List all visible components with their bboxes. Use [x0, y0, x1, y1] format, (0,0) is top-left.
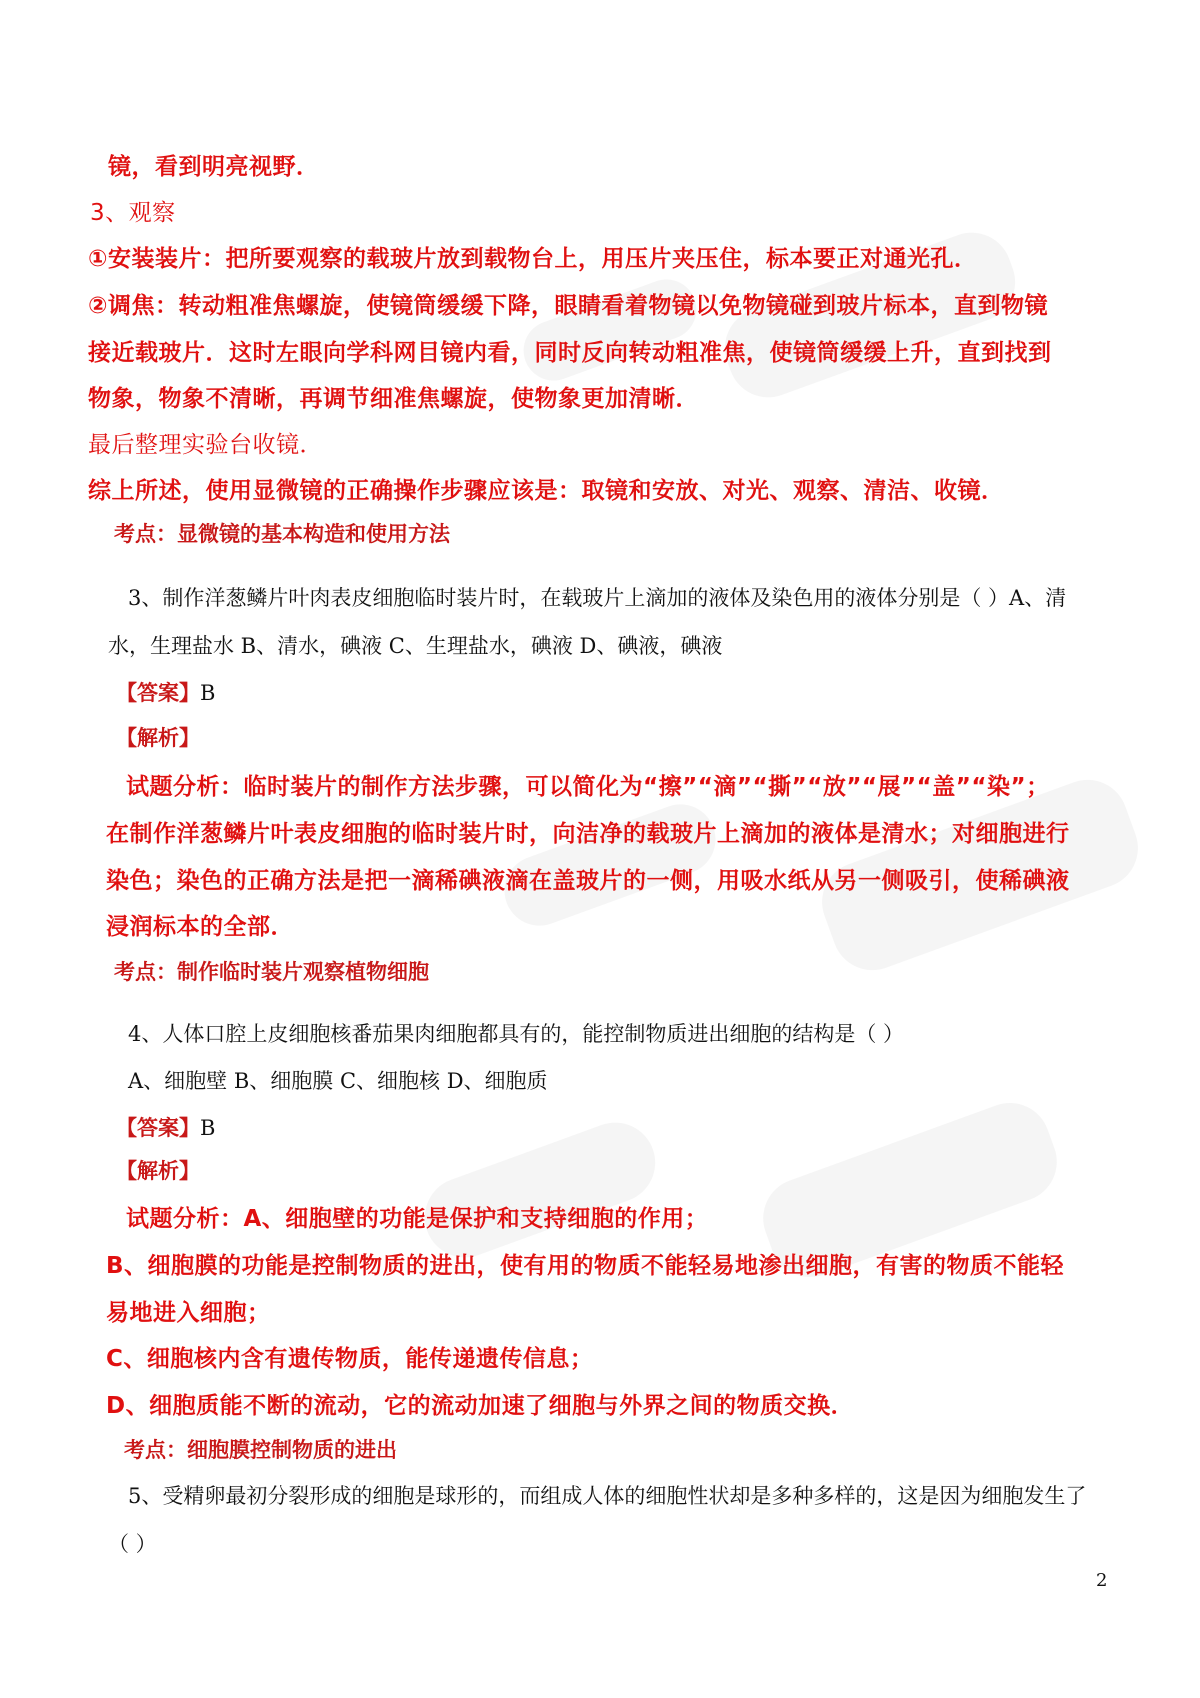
question-stem: （ ）: [108, 1532, 157, 1556]
page-number: 2: [1096, 1570, 1108, 1591]
question-options: A、细胞壁 B、细胞膜 C、细胞核 D、细胞质: [128, 1069, 548, 1093]
paragraph-line: 物象，物象不清晰，再调节细准焦螺旋，使物象更加清晰．: [88, 386, 699, 412]
paragraph-line: 镜，看到明亮视野．: [108, 154, 320, 180]
question-stem: 4、人体口腔上皮细胞核番茄果肉细胞都具有的，能控制物质进出细胞的结构是（ ）: [128, 1022, 905, 1046]
watermark: [414, 1111, 667, 1268]
paragraph-line: ②调焦：转动粗准焦螺旋，使镜筒缓缓下降，眼睛看着物镜以免物镜碰到玻片标本，直到物镜: [88, 293, 1048, 319]
analysis-line: 易地进入细胞；: [106, 1300, 271, 1326]
analysis-line: C、细胞核内含有遗传物质，能传递遗传信息；: [106, 1346, 594, 1372]
analysis-line: 浸润标本的全部．: [106, 914, 294, 940]
answer-tag: 【答案】: [116, 681, 200, 705]
analysis-line: D、细胞质能不断的流动，它的流动加速了细胞与外界之间的物质交换．: [106, 1393, 855, 1419]
analysis-tag: 【解析】: [116, 726, 200, 750]
paragraph-line: ①安装装片：把所要观察的载玻片放到载物台上，用压片夹压住，标本要正对通光孔．: [88, 246, 978, 272]
paragraph-line: 综上所述，使用显微镜的正确操作步骤应该是：取镜和安放、对光、观察、清洁、收镜．: [88, 478, 1005, 504]
step-title: 3、观察: [90, 200, 176, 226]
answer-row: [116, 1112, 215, 1142]
question-stem: 水，生理盐水 B、清水，碘液 C、生理盐水，碘液 D、碘液，碘液: [108, 634, 723, 658]
analysis-line: 试题分析：临时装片的制作方法步骤，可以简化为“擦”“滴”“撕”“放”“展”“盖”“染”；: [126, 774, 1050, 800]
answer-tag: 【答案】: [116, 1116, 200, 1140]
kaodian-label: 考点：显微镜的基本构造和使用方法: [114, 522, 450, 546]
question-stem: 3、制作洋葱鳞片叶肉表皮细胞临时装片时，在载玻片上滴加的液体及染色用的液体分别是（ ）A、清: [128, 586, 1067, 610]
kaodian-label: 考点：制作临时装片观察植物细胞: [114, 960, 429, 984]
analysis-line: 染色；染色的正确方法是把一滴稀碘液滴在盖玻片的一侧，用吸水纸从另一侧吸引，使稀碘液: [106, 868, 1070, 894]
analysis-line: 试题分析：A、细胞壁的功能是保护和支持细胞的作用；: [126, 1206, 709, 1232]
paragraph-line: 最后整理实验台收镜．: [88, 432, 323, 458]
analysis-line: B、细胞膜的功能是控制物质的进出，使有用的物质不能轻易地渗出细胞，有害的物质不能轻: [106, 1253, 1065, 1279]
answer-value: B: [200, 681, 216, 705]
answer-row: [116, 677, 215, 707]
analysis-line: 在制作洋葱鳞片叶表皮细胞的临时装片时，向洁净的载玻片上滴加的液体是清水；对细胞进行: [106, 821, 1070, 847]
question-stem: 5、受精卵最初分裂形成的细胞是球形的，而组成人体的细胞性状却是多种多样的，这是因为细胞发生了: [128, 1484, 1087, 1508]
paragraph-line: 接近载玻片．这时左眼向学科网目镜内看，同时反向转动粗准焦，使镜筒缓缓上升，直到找到: [88, 340, 1052, 366]
answer-value: B: [200, 1116, 216, 1140]
kaodian-label: 考点：细胞膜控制物质的进出: [124, 1438, 397, 1462]
analysis-tag: 【解析】: [116, 1159, 200, 1183]
